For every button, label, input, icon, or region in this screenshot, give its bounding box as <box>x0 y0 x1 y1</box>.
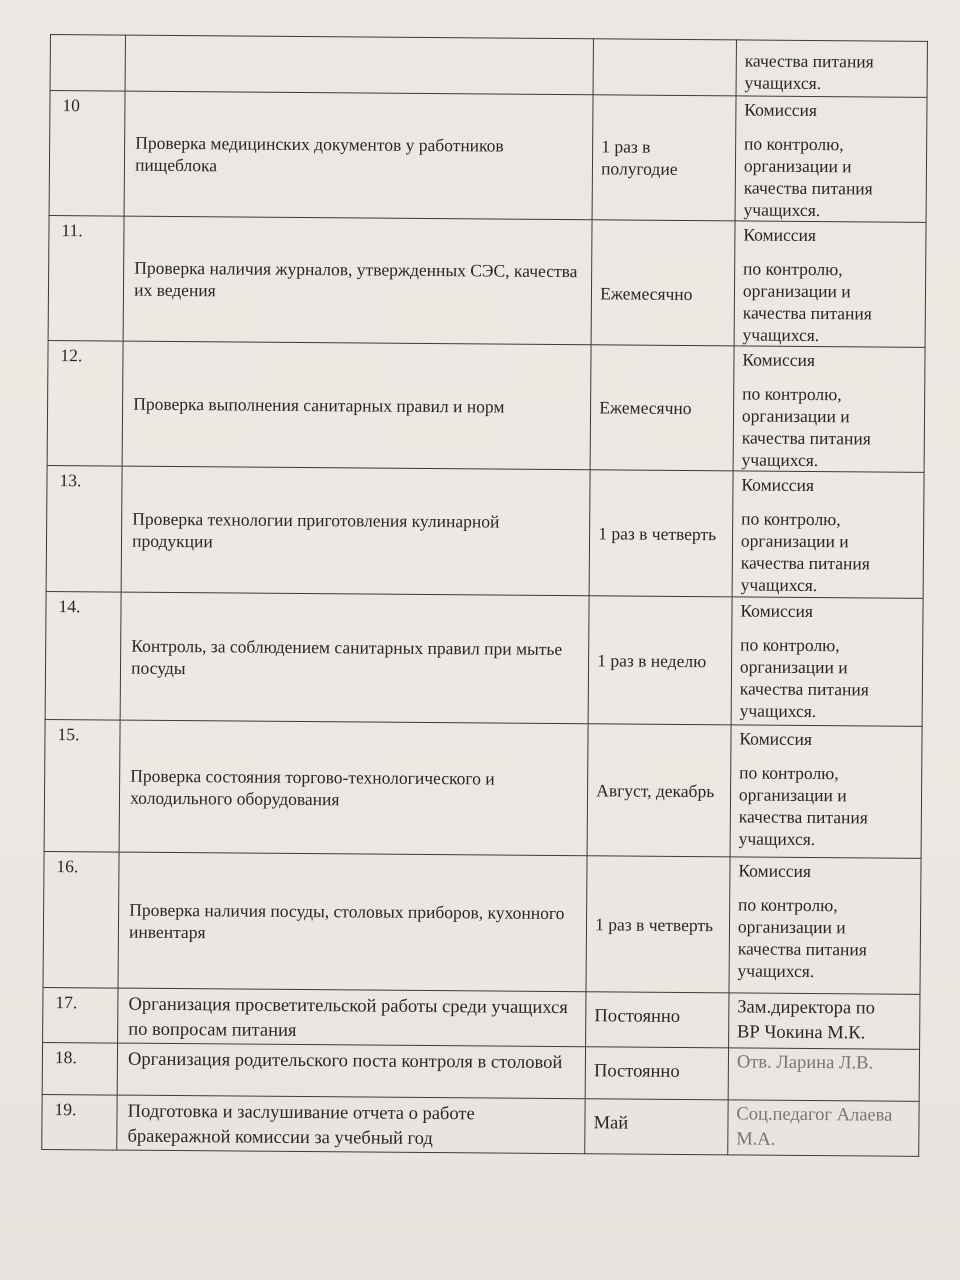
table-row <box>46 465 924 598</box>
table-row <box>45 591 923 726</box>
table-row <box>42 1094 919 1156</box>
responsible-line: организации и <box>740 530 849 552</box>
responsible-line: организации и <box>737 916 846 938</box>
responsible-line: ВР Чокина М.К. <box>737 1022 866 1044</box>
responsible-line: Зам.директора по <box>737 997 876 1019</box>
responsible-line: учащихся. <box>743 199 821 221</box>
responsible-line: качества питания <box>737 938 867 960</box>
task-text: Контроль, за соблюдением санитарных правил при мытье посуды <box>120 592 589 724</box>
responsible-line: качества питания <box>741 427 871 449</box>
responsible-line: организации и <box>741 405 850 427</box>
period-text: Постоянно <box>585 1047 728 1100</box>
responsible-line: по контролю, <box>739 762 839 784</box>
row-number: 16. <box>43 851 119 988</box>
responsible-cell <box>734 221 926 347</box>
responsible-line: по контролю, <box>741 508 841 530</box>
responsible-line: учащихся. <box>738 828 816 850</box>
responsible-line: качества питания <box>743 177 873 199</box>
period-text: 1 раз в неделю <box>588 596 732 725</box>
responsible-line: Отв. Ларина Л.В. <box>736 1052 874 1074</box>
responsible-cell <box>731 597 923 726</box>
row-number: 18. <box>42 1042 118 1095</box>
row-number: 19. <box>42 1094 118 1150</box>
responsible-cell <box>728 1100 920 1156</box>
period-text: 1 раз в четверть <box>586 856 730 993</box>
period-text: Август, декабрь <box>587 724 731 857</box>
responsible-line: качества питания <box>738 806 868 828</box>
responsible-line: организации и <box>743 155 852 177</box>
responsible-line: организации и <box>738 784 847 806</box>
task-text: Организация просветительской работы среди учащихся по вопросам питания <box>118 988 586 1047</box>
responsible-title: Комиссия <box>744 99 818 121</box>
responsible-line: качества питания <box>742 302 872 324</box>
responsible-line: учащихся. <box>739 700 817 722</box>
row-number: 14. <box>45 591 121 720</box>
row-number: 12. <box>47 340 123 466</box>
responsible-line: качества питания <box>740 552 870 574</box>
schedule-table <box>41 34 928 1157</box>
task-text: Проверка технологии приготовления кулинарной продукции <box>121 466 590 596</box>
responsible-line: по контролю, <box>744 133 844 155</box>
row-number: 10 <box>49 91 125 217</box>
responsible-cell <box>733 346 925 472</box>
task-text: Организация родительского поста контроля в столовой <box>117 1043 585 1099</box>
responsible-cell <box>729 857 921 994</box>
responsible-line: учащихся. <box>741 449 819 471</box>
responsible-line: по контролю, <box>743 258 843 280</box>
table-row <box>48 215 926 347</box>
table-row <box>47 340 925 472</box>
responsible-title: Комиссия <box>738 860 812 882</box>
responsible-cell <box>730 725 922 858</box>
responsible-line: учащихся. <box>742 324 820 346</box>
task-text: Проверка состояния торгово-технологического и холодильного оборудования <box>119 720 588 856</box>
period-text: Май <box>585 1099 728 1155</box>
task-text: Проверка выполнения санитарных правил и норм <box>122 341 591 470</box>
responsible-line: М.А. <box>736 1129 776 1150</box>
responsible-line: по контролю, <box>740 634 840 656</box>
responsible-line: организации и <box>739 656 848 678</box>
responsible-cell <box>728 993 920 1049</box>
period-text: 1 раз в четверть <box>589 470 733 597</box>
responsible-line: качества питания <box>739 678 869 700</box>
responsible-line: учащихся. <box>737 960 815 982</box>
table-row <box>43 987 920 1049</box>
responsible-cell <box>736 40 928 97</box>
responsible-cell <box>735 96 927 222</box>
responsible-title: Комиссия <box>743 224 817 246</box>
row-number <box>50 35 126 92</box>
row-number: 13. <box>46 465 122 592</box>
row-number: 15. <box>44 719 120 852</box>
responsible-cell <box>732 471 924 598</box>
responsible-line: учащихся. <box>744 72 822 94</box>
responsible-line: по контролю, <box>738 894 838 916</box>
table-row-continuation <box>50 35 927 98</box>
period-text: 1 раз в полугодие <box>592 95 736 221</box>
responsible-title: Комиссия <box>740 600 814 622</box>
task-text: Проверка наличия журналов, утвержденных СЭС, качества их ведения <box>123 216 592 345</box>
responsible-line: организации и <box>742 280 851 302</box>
period-text: Ежемесячно <box>591 220 735 346</box>
period-text: Ежемесячно <box>590 345 734 471</box>
responsible-cell <box>728 1048 919 1101</box>
responsible-title: Комиссия <box>742 349 816 371</box>
task-text: Проверка наличия посуды, столовых приборов, кухонного инвентаря <box>118 852 587 992</box>
responsible-title: Комиссия <box>741 474 815 496</box>
table-row <box>42 1042 919 1101</box>
responsible-line: учащихся. <box>740 574 818 596</box>
responsible-line: Соц.педагог Алаева <box>736 1104 893 1126</box>
period-text <box>593 39 736 96</box>
task-text: Подготовка и заслушивание отчета о работе бракеражной комиссии за учебный год <box>117 1095 585 1154</box>
responsible-title: Комиссия <box>739 728 813 750</box>
row-number: 17. <box>43 987 119 1043</box>
period-text: Постоянно <box>586 992 729 1048</box>
task-text: Проверка медицинских документов у работников пищеблока <box>124 91 593 220</box>
responsible-line: по контролю, <box>742 383 842 405</box>
responsible-line: качества питания <box>744 50 874 72</box>
table-row <box>44 719 922 858</box>
row-number: 11. <box>48 215 124 341</box>
task-text <box>125 35 593 95</box>
table-row <box>49 91 927 223</box>
table-row <box>43 851 921 994</box>
